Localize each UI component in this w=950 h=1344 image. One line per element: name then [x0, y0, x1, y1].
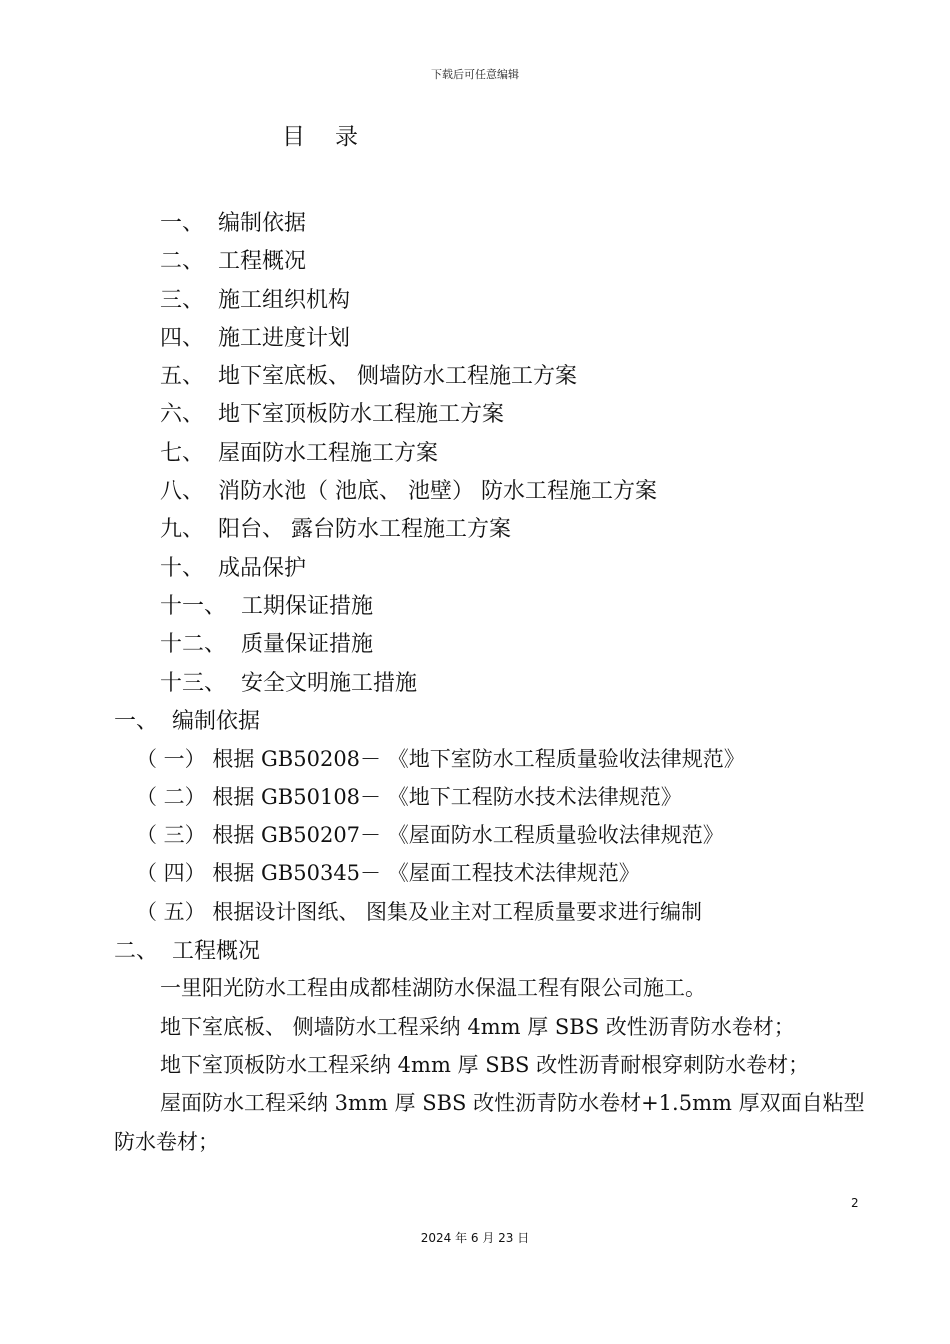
- toc-item-text: 屋面防水工程施工方案: [218, 441, 439, 466]
- toc-item-text: 安全文明施工措施: [241, 671, 418, 696]
- footer-date: 2024 年 6 月 23 日: [420, 1231, 530, 1245]
- toc-item: [160, 206, 306, 237]
- toc-item-number: 八、: [160, 479, 205, 504]
- toc-item-text: 质量保证措施: [241, 632, 374, 657]
- paragraph: 地下室底板、 侧墙防水工程采纳 4mm 厚 SBS 改性沥青防水卷材；: [160, 1015, 795, 1039]
- toc-item: [160, 627, 373, 658]
- toc-item-number: 七、: [160, 441, 205, 466]
- toc-item-number: 二、: [160, 249, 205, 274]
- paragraph: 屋面防水工程采纳 3mm 厚 SBS 改性沥青防水卷材+1.5mm 厚双面自粘型: [160, 1091, 865, 1115]
- toc-item: [160, 551, 306, 582]
- toc-item: [160, 512, 511, 543]
- section-heading-number: 二、: [114, 939, 159, 964]
- toc-title: 目录: [282, 124, 388, 150]
- section-heading: [114, 934, 260, 965]
- toc-item: [160, 436, 438, 467]
- paragraph: 一里阳光防水工程由成都桂湖防水保温工程有限公司施工。: [160, 976, 706, 1000]
- list-item: （ 三） 根据 GB50207－ 《屋面防水工程质量验收法律规范》: [136, 823, 724, 847]
- toc-item-number: 四、: [160, 326, 205, 351]
- toc-item: [160, 397, 504, 428]
- toc-item-number: 三、: [160, 288, 205, 313]
- toc-item-text: 成品保护: [218, 556, 307, 581]
- toc-item-text: 地下室底板、 侧墙防水工程施工方案: [218, 364, 577, 389]
- list-item: （ 一） 根据 GB50208－ 《地下室防水工程质量验收法律规范》: [136, 747, 745, 771]
- toc-item-number: 九、: [160, 517, 205, 542]
- list-item: （ 二） 根据 GB50108－ 《地下工程防水技术法律规范》: [136, 785, 682, 809]
- toc-item: [160, 589, 373, 620]
- toc-item-number: 六、: [160, 402, 205, 427]
- header-note: 下载后可任意编辑: [431, 68, 519, 81]
- toc-item-number: 五、: [160, 364, 205, 389]
- toc-item: [160, 321, 350, 352]
- toc-item-text: 施工进度计划: [218, 326, 351, 351]
- paragraph: 防水卷材；: [114, 1130, 219, 1154]
- section-heading-text: 工程概况: [172, 939, 261, 964]
- toc-item-text: 工程概况: [218, 249, 307, 274]
- toc-item-number: 一、: [160, 211, 205, 236]
- toc-item: [160, 359, 577, 390]
- section-heading-number: 一、: [114, 709, 159, 734]
- section-heading-text: 编制依据: [172, 709, 261, 734]
- section-heading: [114, 704, 260, 735]
- list-item: （ 五） 根据设计图纸、 图集及业主对工程质量要求进行编制: [136, 900, 703, 924]
- toc-item-text: 消防水池（ 池底、 池壁） 防水工程施工方案: [218, 479, 657, 504]
- toc-item-text: 编制依据: [218, 211, 307, 236]
- toc-item-text: 工期保证措施: [241, 594, 374, 619]
- toc-item-text: 地下室顶板防水工程施工方案: [218, 402, 505, 427]
- toc-item-number: 十一、: [160, 594, 227, 619]
- toc-item-number: 十二、: [160, 632, 227, 657]
- toc-item: [160, 283, 350, 314]
- list-item: （ 四） 根据 GB50345－ 《屋面工程技术法律规范》: [136, 861, 640, 885]
- paragraph: 地下室顶板防水工程采纳 4mm 厚 SBS 改性沥青耐根穿刺防水卷材；: [160, 1053, 810, 1077]
- toc-item-text: 施工组织机构: [218, 288, 351, 313]
- toc-item: [160, 666, 417, 697]
- toc-item: [160, 474, 657, 505]
- toc-item-number: 十、: [160, 556, 205, 581]
- toc-item-number: 十三、: [160, 671, 227, 696]
- toc-item-text: 阳台、 露台防水工程施工方案: [218, 517, 511, 542]
- toc-item: [160, 244, 306, 275]
- page-number: 2: [851, 1196, 859, 1210]
